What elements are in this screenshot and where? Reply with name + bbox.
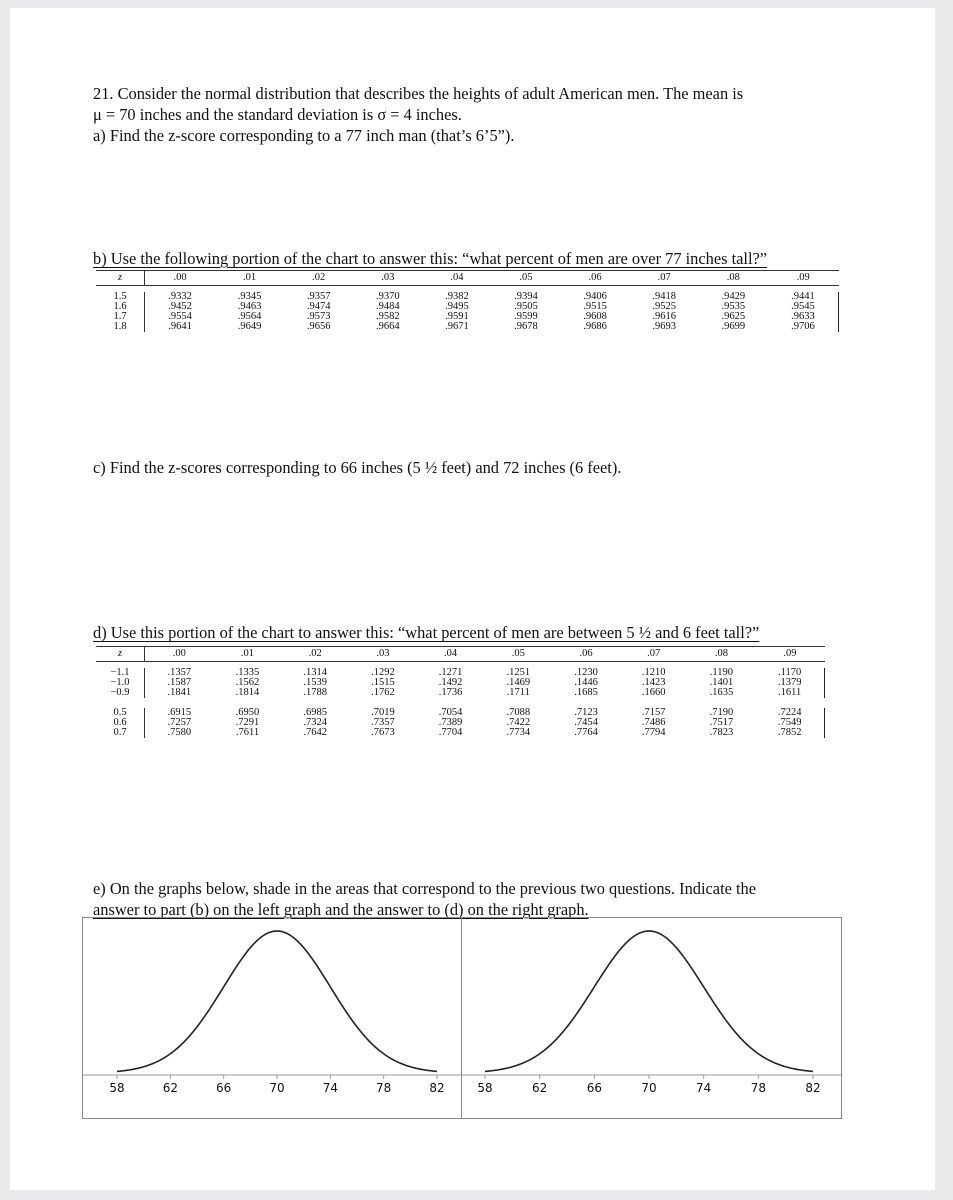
- question-21-line-2: μ = 70 inches and the standard deviation is σ = 4 inches.: [93, 105, 462, 124]
- probability-cell: .9463: [237, 301, 262, 312]
- right-axis-tick-label: 58: [477, 1081, 493, 1095]
- probability-cell: .1423: [641, 677, 666, 688]
- probability-cell: .9664: [375, 321, 400, 332]
- left-axis-tick-label: 62: [162, 1081, 178, 1095]
- probability-cell: .06: [552, 647, 620, 662]
- probability-cell: .7642: [303, 727, 327, 738]
- probability-cell: .6950: [235, 707, 260, 718]
- left-axis-tick-label: 78: [376, 1081, 392, 1095]
- z-table-b: [96, 270, 839, 332]
- probability-cell: .7517: [709, 717, 734, 728]
- z-table-d: [96, 646, 825, 738]
- probability-cell: .9545: [768, 302, 839, 312]
- table-header-row: [96, 271, 839, 286]
- z-value-cell: 0.7: [96, 728, 145, 738]
- probability-cell: .9616: [652, 311, 676, 322]
- probability-cell: .02: [284, 271, 353, 286]
- probability-cell: .9452: [168, 301, 192, 312]
- z-value-cell: 1.6: [96, 302, 145, 312]
- probability-cell: .03: [349, 647, 417, 662]
- probability-cell: .07: [620, 647, 688, 662]
- probability-cell: .9641: [168, 321, 192, 332]
- probability-cell: .9599: [514, 311, 538, 322]
- probability-cell: .9525: [652, 301, 676, 312]
- probability-cell: .9474: [306, 301, 331, 312]
- probability-cell: .1190: [709, 667, 734, 678]
- probability-cell: .9554: [168, 311, 192, 322]
- probability-cell: .7324: [303, 717, 327, 728]
- probability-cell: .7389: [438, 717, 463, 728]
- probability-cell: .9573: [306, 311, 331, 322]
- probability-cell: .7823: [709, 727, 734, 738]
- probability-cell: .7054: [438, 707, 463, 718]
- left-normal-curve: [117, 931, 437, 1071]
- probability-cell: .1314: [303, 667, 327, 678]
- probability-cell: .9495: [445, 301, 469, 312]
- probability-cell: .9441: [768, 292, 839, 302]
- probability-cell: .1841: [167, 687, 192, 698]
- question-a-prompt: a) Find the z-score corresponding to a 77 inch man (that’s 6’5”).: [93, 126, 515, 145]
- probability-cell: .1788: [303, 687, 327, 698]
- probability-cell: .9382: [445, 291, 469, 302]
- probability-cell: .9515: [583, 301, 607, 312]
- question-e-line-2: answer to part (b) on the left graph and the answer to (d) on the right graph.: [93, 900, 589, 919]
- z-value-cell: 1.5: [96, 292, 145, 302]
- question-d-prompt: d) Use this portion of the chart to answer this: “what percent of men are between 5 ½ and 6 feet tall?”: [93, 623, 760, 642]
- probability-cell: .9633: [768, 312, 839, 322]
- probability-cell: .04: [417, 647, 485, 662]
- probability-cell: .1230: [574, 667, 598, 678]
- probability-cell: .7454: [574, 717, 598, 728]
- probability-cell: .1635: [709, 687, 734, 698]
- probability-cell: .1469: [506, 677, 531, 688]
- z-value-cell: 0.5: [96, 708, 145, 718]
- probability-cell: .05: [491, 271, 560, 286]
- probability-cell: .7611: [235, 727, 260, 738]
- question-c-prompt: c) Find the z-scores corresponding to 66 inches (5 ½ feet) and 72 inches (6 feet).: [93, 458, 622, 477]
- probability-cell: .1711: [506, 687, 530, 698]
- probability-cell: .9582: [375, 311, 400, 322]
- probability-cell: .1660: [641, 687, 666, 698]
- table-header-row: [96, 647, 825, 662]
- probability-cell: .9418: [652, 291, 676, 302]
- probability-cell: .7357: [371, 717, 395, 728]
- right-axis-tick-label: 66: [586, 1081, 602, 1095]
- right-axis-tick-label: 62: [532, 1081, 548, 1095]
- probability-cell: .9706: [768, 322, 839, 332]
- probability-cell: .7852: [755, 728, 824, 738]
- probability-cell: .9394: [514, 291, 538, 302]
- probability-cell: .7190: [709, 707, 734, 718]
- probability-cell: .1170: [755, 668, 824, 678]
- probability-cell: .09: [768, 271, 839, 286]
- probability-cell: .9671: [445, 321, 469, 332]
- probability-cell: .9678: [514, 321, 538, 332]
- probability-cell: .1357: [167, 667, 192, 678]
- probability-cell: .9686: [583, 321, 607, 332]
- normal-curve-graphs: [82, 909, 842, 1119]
- probability-cell: .9370: [375, 291, 400, 302]
- probability-cell: .7157: [641, 707, 666, 718]
- probability-cell: .7704: [438, 727, 463, 738]
- table-row: [96, 728, 825, 738]
- probability-cell: .9693: [652, 321, 676, 332]
- z-value-cell: −1.0: [96, 678, 145, 688]
- probability-cell: .1251: [506, 667, 531, 678]
- probability-cell: .6985: [303, 707, 327, 718]
- probability-cell: .9564: [237, 311, 262, 322]
- probability-cell: .1401: [709, 677, 734, 688]
- right-normal-curve: [485, 931, 813, 1071]
- probability-cell: .1611: [755, 688, 824, 698]
- question-b-prompt: b) Use the following portion of the chart to answer this: “what percent of men are over 77 inches tall?”: [93, 249, 768, 268]
- probability-cell: .6915: [167, 707, 192, 718]
- probability-cell: .9406: [583, 291, 607, 302]
- probability-cell: .9332: [168, 291, 192, 302]
- z-value-cell: z: [96, 647, 145, 662]
- z-value-cell: 1.8: [96, 322, 145, 332]
- z-value-cell: 0.6: [96, 718, 145, 728]
- probability-cell: .1335: [235, 667, 260, 678]
- probability-cell: .9505: [514, 301, 538, 312]
- probability-cell: .06: [561, 271, 630, 286]
- probability-cell: .1562: [235, 677, 260, 688]
- probability-cell: .9429: [721, 291, 746, 302]
- z-value-cell: 1.7: [96, 312, 145, 322]
- probability-cell: .1492: [438, 677, 463, 688]
- probability-cell: .7794: [641, 727, 666, 738]
- probability-cell: .7422: [506, 717, 531, 728]
- table-row: [96, 322, 839, 332]
- probability-cell: .9591: [445, 311, 469, 322]
- probability-cell: .7257: [167, 717, 192, 728]
- probability-cell: .03: [353, 271, 422, 286]
- probability-cell: .7486: [641, 717, 666, 728]
- z-value-cell: −0.9: [96, 688, 145, 698]
- left-axis-tick-label: 70: [269, 1081, 285, 1095]
- probability-cell: .1210: [641, 667, 666, 678]
- probability-cell: .9345: [237, 291, 262, 302]
- probability-cell: .04: [422, 271, 491, 286]
- right-axis-tick-label: 82: [805, 1081, 821, 1095]
- probability-cell: .7580: [167, 727, 192, 738]
- question-e-line-1: e) On the graphs below, shade in the areas that correspond to the previous two questions. Indicate the: [93, 879, 757, 898]
- probability-cell: .9484: [375, 301, 400, 312]
- z-value-cell: −1.1: [96, 668, 145, 678]
- probability-cell: .1762: [371, 687, 395, 698]
- probability-cell: .9649: [237, 321, 262, 332]
- probability-cell: .01: [214, 647, 282, 662]
- probability-cell: .1292: [371, 667, 395, 678]
- left-axis-tick-label: 58: [109, 1081, 125, 1095]
- probability-cell: .1685: [574, 687, 598, 698]
- probability-cell: .7291: [235, 717, 260, 728]
- right-axis-tick-label: 70: [641, 1081, 657, 1095]
- probability-cell: .7549: [755, 718, 824, 728]
- probability-cell: .1539: [303, 677, 327, 688]
- probability-cell: .00: [145, 647, 214, 662]
- probability-cell: .05: [484, 647, 552, 662]
- table-row: [96, 688, 825, 698]
- question-21-line-1: 21. Consider the normal distribution that describes the heights of adult American men. The mean is: [93, 84, 744, 103]
- normal-curve-graphs-svg: [82, 909, 842, 1119]
- probability-cell: .7123: [574, 707, 598, 718]
- probability-cell: .7764: [574, 727, 598, 738]
- probability-cell: .1814: [235, 687, 260, 698]
- right-axis-tick-label: 78: [750, 1081, 766, 1095]
- probability-cell: .1515: [371, 677, 395, 688]
- probability-cell: .1587: [167, 677, 192, 688]
- probability-cell: .1271: [438, 667, 463, 678]
- probability-cell: .9656: [306, 321, 331, 332]
- probability-cell: .1736: [438, 687, 463, 698]
- probability-cell: .9699: [721, 321, 746, 332]
- z-value-cell: z: [96, 271, 145, 286]
- left-axis-tick-label: 82: [429, 1081, 445, 1095]
- probability-cell: .02: [281, 647, 349, 662]
- right-axis-tick-label: 74: [696, 1081, 712, 1095]
- probability-cell: .7088: [506, 707, 531, 718]
- probability-cell: .9625: [721, 311, 746, 322]
- probability-cell: .7734: [506, 727, 531, 738]
- probability-cell: .08: [688, 647, 756, 662]
- probability-cell: .1379: [755, 678, 824, 688]
- probability-cell: .7019: [371, 707, 395, 718]
- probability-cell: .9608: [583, 311, 607, 322]
- probability-cell: .08: [699, 271, 768, 286]
- probability-cell: .9535: [721, 301, 746, 312]
- probability-cell: .01: [215, 271, 284, 286]
- probability-cell: .9357: [306, 291, 331, 302]
- probability-cell: .7224: [755, 708, 824, 718]
- probability-cell: .07: [630, 271, 699, 286]
- probability-cell: .7673: [371, 727, 395, 738]
- left-axis-tick-label: 74: [322, 1081, 338, 1095]
- left-axis-tick-label: 66: [216, 1081, 232, 1095]
- probability-cell: .00: [145, 271, 216, 286]
- probability-cell: .1446: [574, 677, 598, 688]
- probability-cell: .09: [755, 647, 824, 662]
